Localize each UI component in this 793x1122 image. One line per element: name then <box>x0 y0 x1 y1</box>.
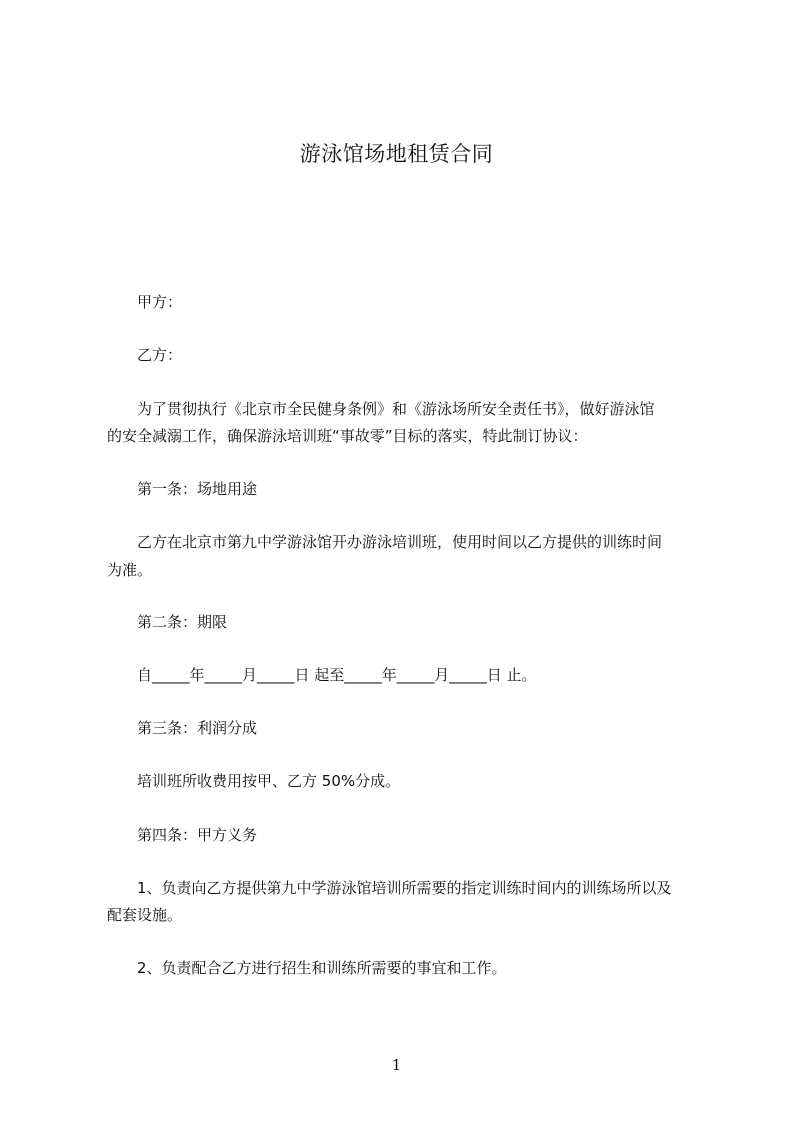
article-4-item-2: 2、负责配合乙方进行招生和训练所需要的事宜和工作。 <box>137 959 507 977</box>
article-4-heading: 第四条：甲方义务 <box>137 826 258 844</box>
article-1-body-line-1: 乙方在北京市第九中学游泳馆开办游泳培训班，使用时间以乙方提供的训练时间 <box>137 533 663 551</box>
article-2-heading: 第二条：期限 <box>137 613 228 631</box>
article-3-body: 培训班所收费用按甲、乙方 50%分成。 <box>137 772 401 790</box>
article-2-body: 自_____年_____月_____日 起至_____年_____月_____日 止。 <box>137 666 537 684</box>
page-number: 1 <box>391 1056 402 1074</box>
party-a-label: 甲方： <box>137 293 183 311</box>
document-title: 游泳馆场地租赁合同 <box>299 142 494 166</box>
article-1-heading: 第一条：场地用途 <box>137 480 258 498</box>
intro-line-2: 的安全减溺工作，确保游泳培训班“事故零”目标的落实，特此制订协议： <box>107 427 588 445</box>
intro-line-1: 为了贯彻执行《北京市全民健身条例》和《游泳场所安全责任书》，做好游泳馆 <box>137 400 655 418</box>
article-4-item-1-line-2: 配套设施。 <box>107 906 183 924</box>
article-1-body-line-2: 为准。 <box>107 561 153 579</box>
article-4-item-1-line-1: 1、负责向乙方提供第九中学游泳馆培训所需要的指定训练时间内的训练场所以及 <box>137 879 672 897</box>
party-b-label: 乙方： <box>137 346 183 364</box>
article-3-heading: 第三条：利润分成 <box>137 719 258 737</box>
